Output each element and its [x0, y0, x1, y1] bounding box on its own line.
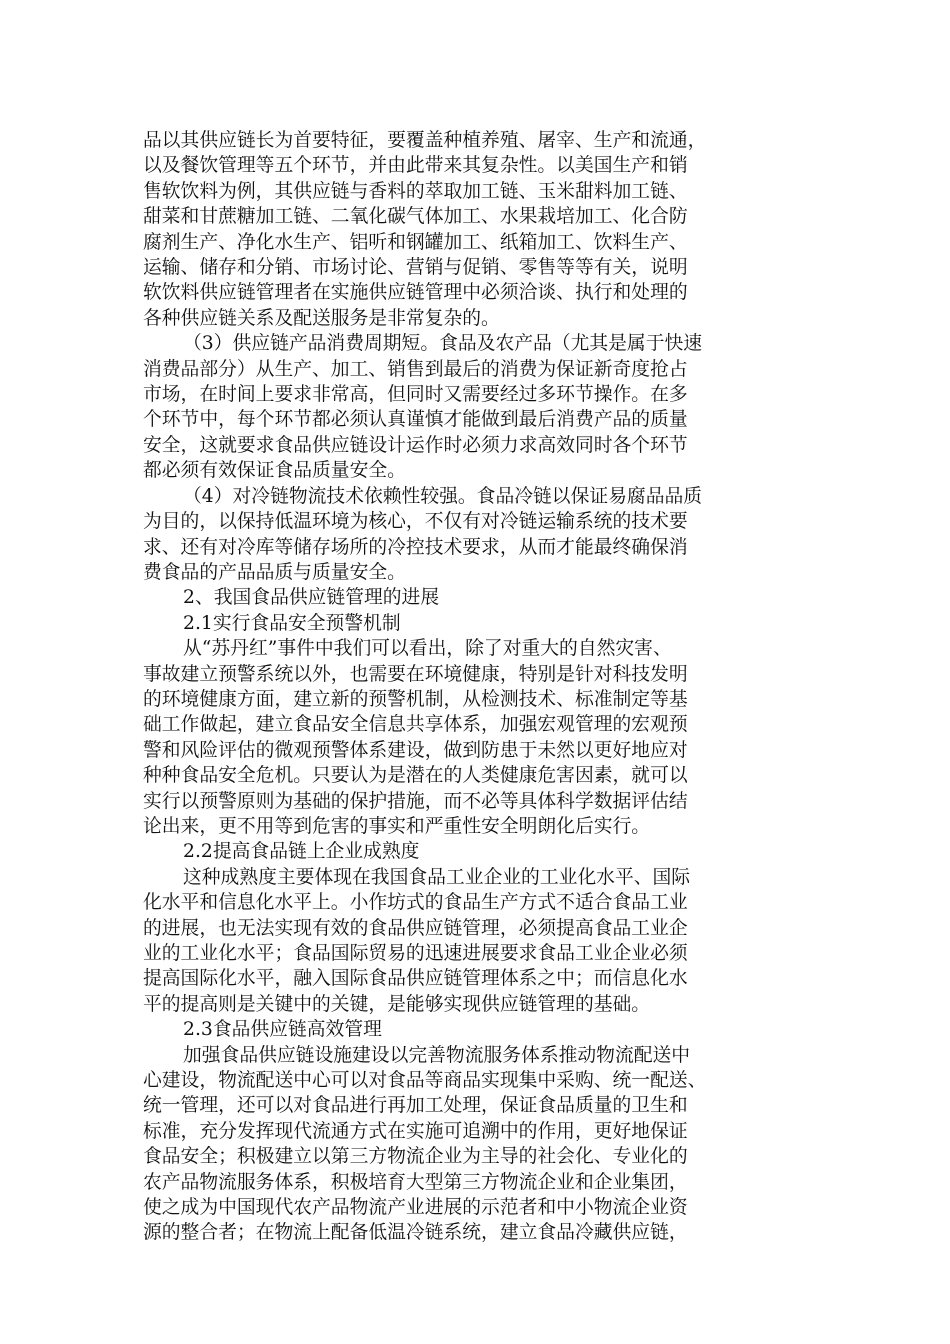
section-heading-2-1: 2.1实行食品安全预警机制: [183, 612, 401, 634]
paragraph-enterprise-maturity: [143, 865, 803, 1017]
text-line: 各种供应链关系及配送服务是非常复杂的。: [143, 307, 500, 329]
text-line: 个环节中，每个环节都必须认真谨慎才能做到最后消费产品的质量: [143, 409, 688, 431]
text-line: 求、还有对冷库等储存场所的冷控技术要求，从而才能最终确保消: [143, 536, 688, 558]
paragraph-supply-chain-length: [143, 128, 803, 331]
text-line: 费食品的产品品质与质量安全。: [143, 561, 406, 583]
paragraph-cold-chain: [143, 484, 803, 586]
section-heading-2-2: 2.2提高食品链上企业成熟度: [183, 841, 420, 863]
text-line: 警和风险评估的微观预警体系建设，做到防患于未然以更好地应对: [143, 739, 688, 761]
text-line: 软饮料供应链管理者在实施供应链管理中必须洽谈、执行和处理的: [143, 282, 688, 304]
section-heading-2-3: 2.3食品供应链高效管理: [183, 1019, 382, 1041]
text-line: 从“苏丹红”事件中我们可以看出，除了对重大的自然灾害、: [183, 638, 672, 660]
text-line: 础工作做起，建立食品安全信息共享体系，加强宏观管理的宏观预: [143, 714, 688, 736]
text-line: 化水平和信息化水平上。小作坊式的食品生产方式不适合食品工业: [143, 892, 688, 914]
text-line: 心建设，物流配送中心可以对食品等商品实现集中采购、统一配送、: [143, 1070, 707, 1092]
text-line: 甜菜和甘蔗糖加工链、二氧化碳气体加工、水果栽培加工、化合防: [143, 206, 688, 228]
text-line: 事故建立预警系统以外，也需要在环境健康，特别是针对科技发明: [143, 663, 688, 685]
text-line: 的进展，也无法实现有效的食品供应链管理，必须提高食品工业企: [143, 917, 688, 939]
text-line: 提高国际化水平，融入国际食品供应链管理体系之中；而信息化水: [143, 968, 688, 990]
text-line: 使之成为中国现代农产品物流产业进展的示范者和中小物流企业资: [143, 1197, 688, 1219]
text-line: 这种成熟度主要体现在我国食品工业企业的工业化水平、国际: [183, 866, 691, 888]
text-line: 统一管理，还可以对食品进行再加工处理，保证食品质量的卫生和: [143, 1095, 688, 1117]
text-line: 以及餐饮管理等五个环节，并由此带来其复杂性。以美国生产和销: [143, 155, 688, 177]
text-line: 腐剂生产、净化水生产、铝听和钢罐加工、纸箱加工、饮料生产、: [143, 231, 688, 253]
paragraph-consumption-cycle: [143, 331, 803, 483]
text-line: 为目的，以保持低温环境为核心，不仅有对冷链运输系统的技术要: [143, 511, 688, 533]
text-line: 都必须有效保证食品质量安全。: [143, 460, 406, 482]
paragraph-efficient-management: [143, 1043, 803, 1246]
text-line: 业的工业化水平；食品国际贸易的迅速进展要求食品工业企业必须: [143, 943, 688, 964]
text-line: 实行以预警原则为基础的保护措施，而不必等具体科学数据评估结: [143, 790, 688, 812]
text-line: 种种食品安全危机。只要认为是潜在的人类健康危害因素，就可以: [143, 765, 688, 787]
text-line: 运输、储存和分销、市场讨论、营销与促销、零售等等有关，说明: [143, 257, 688, 279]
text-line: （3）供应链产品消费周期短。食品及农产品（尤其是属于快速: [183, 333, 703, 355]
text-line: 源的整合者；在物流上配备低温冷链系统，建立食品冷藏供应链，: [143, 1222, 688, 1244]
text-line: 食品安全；积极建立以第三方物流企业为主导的社会化、专业化的: [143, 1146, 688, 1168]
text-line: 售软饮料为例，其供应链与香料的萃取加工链、玉米甜料加工链、: [143, 180, 688, 202]
text-line: 加强食品供应链设施建设以完善物流服务体系推动物流配送中: [183, 1044, 691, 1066]
document-page: [143, 128, 803, 1246]
text-line: （4）对冷链物流技术依赖性较强。食品冷链以保证易腐品品质: [183, 485, 703, 507]
paragraph-early-warning: [143, 636, 803, 839]
text-line: 安全，这就要求食品供应链设计运作时必须力求高效同时各个环节: [143, 434, 688, 456]
text-line: 市场，在时间上要求非常高，但同时又需要经过多环节操作。在多: [143, 384, 688, 406]
text-line: 消费品部分）从生产、加工、销售到最后的消费为保证新奇度抢占: [143, 358, 688, 380]
text-line: 的环境健康方面，建立新的预警机制，从检测技术、标准制定等基: [143, 688, 688, 710]
text-line: 农产品物流服务体系，积极培育大型第三方物流企业和企业集团，: [143, 1171, 688, 1193]
text-line: 品以其供应链长为首要特征，要覆盖种植养殖、屠宰、生产和流通，: [143, 130, 707, 151]
text-line: 论出来，更不用等到危害的事实和严重性安全明朗化后实行。: [143, 815, 651, 837]
text-line: 标准，充分发挥现代流通方式在实施可追溯中的作用，更好地保证: [143, 1120, 688, 1142]
text-line: 平的提高则是关键中的关键，是能够实现供应链管理的基础。: [143, 993, 651, 1015]
section-heading-2: 2、我国食品供应链管理的进展: [183, 587, 440, 609]
